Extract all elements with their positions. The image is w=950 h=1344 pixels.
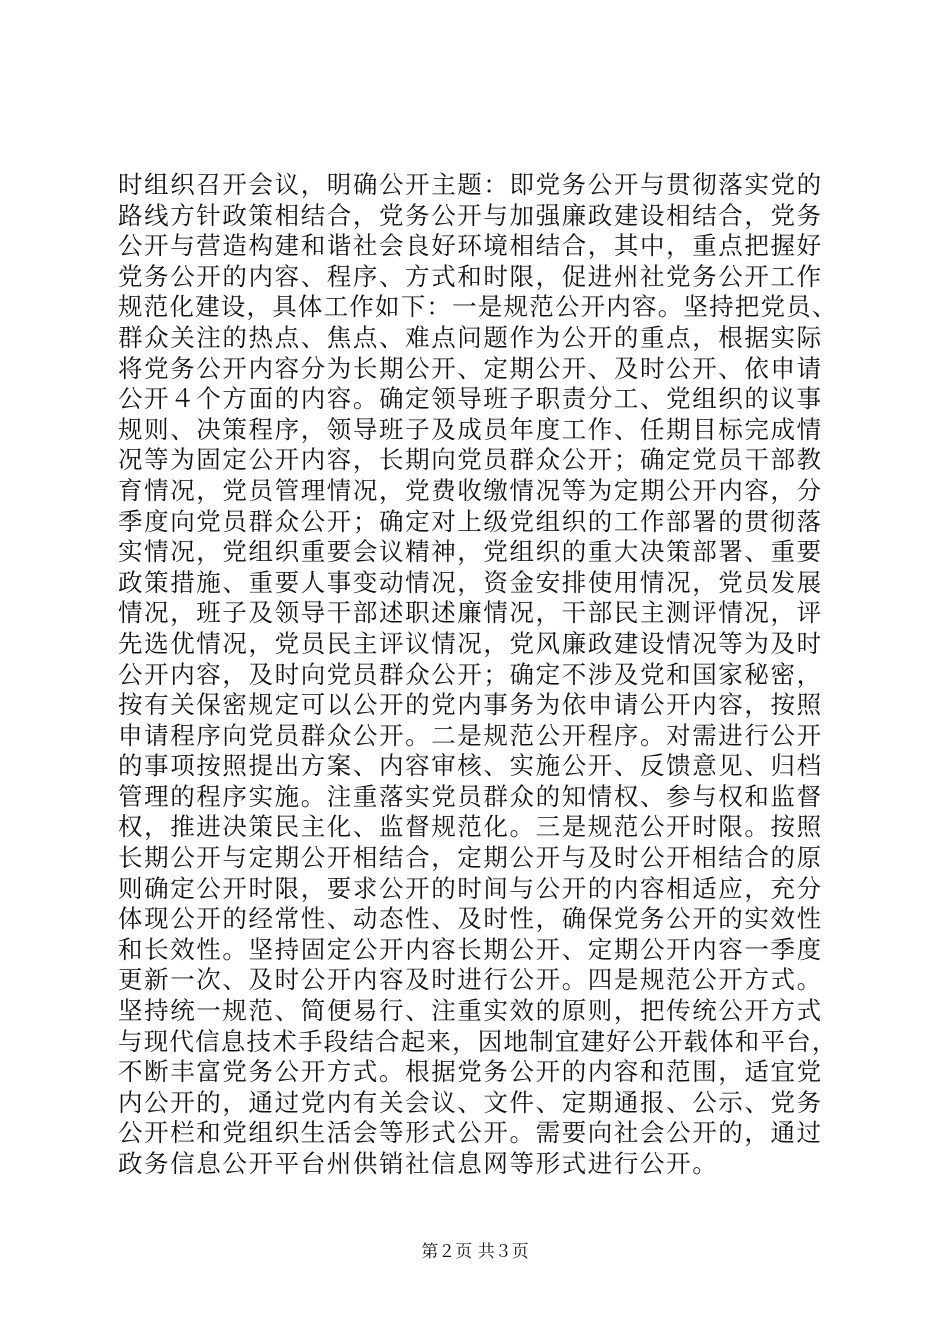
text-line: 公开内容，及时向党员群众公开；确定不涉及党和国家秘密， xyxy=(118,659,823,689)
text-line: 与现代信息技术手段结合起来，因地制宜建好公开载体和平台， xyxy=(118,1026,838,1056)
text-line: 政策措施、重要人事变动情况，资金安排使用情况，党员发展 xyxy=(118,567,823,597)
text-line: 公开４个方面的内容。确定领导班子职责分工、党组织的议事 xyxy=(118,384,823,414)
text-line: 管理的程序实施。注重落实党员群众的知情权、参与权和监督 xyxy=(118,781,823,811)
text-line: 路线方针政策相结合，党务公开与加强廉政建设相结合，党务 xyxy=(118,200,823,230)
text-line: 规范化建设，具体工作如下：一是规范公开内容。坚持把党员、 xyxy=(118,292,838,322)
text-line: 育情况，党员管理情况，党费收缴情况等为定期公开内容，分 xyxy=(118,475,823,505)
text-line: 长期公开与定期公开相结合，定期公开与及时公开相结合的原 xyxy=(118,843,823,873)
page-footer: 第２页 共３页 xyxy=(421,1242,529,1262)
text-line: 和长效性。坚持固定公开内容长期公开、定期公开内容一季度 xyxy=(118,934,823,964)
text-line: 则确定公开时限，要求公开的时间与公开的内容相适应，充分 xyxy=(118,873,823,903)
text-line: 更新一次、及时公开内容及时进行公开。四是规范公开方式。 xyxy=(118,965,823,995)
text-line: 将党务公开内容分为长期公开、定期公开、及时公开、依申请 xyxy=(118,353,823,383)
text-line: 权，推进决策民主化、监督规范化。三是规范公开时限。按照 xyxy=(118,812,823,842)
text-line: 实情况，党组织重要会议精神，党组织的重大决策部署、重要 xyxy=(118,537,823,567)
text-line: 况等为固定公开内容，长期向党员群众公开；确定党员干部教 xyxy=(118,445,823,475)
text-line: 规则、决策程序，领导班子及成员年度工作、任期目标完成情 xyxy=(118,414,823,444)
text-line: 申请程序向党员群众公开。二是规范公开程序。对需进行公开 xyxy=(118,720,823,750)
text-line: 情况，班子及领导干部述职述廉情况，干部民主测评情况，评 xyxy=(118,598,823,628)
text-line: 群众关注的热点、焦点、难点问题作为公开的重点，根据实际 xyxy=(118,322,823,352)
text-line: 公开与营造构建和谐社会良好环境相结合，其中，重点把握好 xyxy=(118,231,823,261)
text-line: 的事项按照提出方案、内容审核、实施公开、反馈意见、归档 xyxy=(118,751,823,781)
body-text xyxy=(118,170,838,1180)
text-line: 党务公开的内容、程序、方式和时限，促进州社党务公开工作 xyxy=(118,261,823,291)
text-line: 体现公开的经常性、动态性、及时性，确保党务公开的实效性 xyxy=(118,904,823,934)
text-line: 按有关保密规定可以公开的党内事务为依申请公开内容，按照 xyxy=(118,690,823,720)
text-line: 先选优情况，党员民主评议情况，党风廉政建设情况等为及时 xyxy=(118,628,823,658)
text-line: 时组织召开会议，明确公开主题：即党务公开与贯彻落实党的 xyxy=(118,170,823,199)
text-line: 坚持统一规范、简便易行、注重实效的原则，把传统公开方式 xyxy=(118,996,823,1026)
text-line: 内公开的，通过党内有关会议、文件、定期通报、公示、党务 xyxy=(118,1087,823,1117)
text-line: 不断丰富党务公开方式。根据党务公开的内容和范围，适宜党 xyxy=(118,1057,823,1087)
text-line: 季度向党员群众公开；确定对上级党组织的工作部署的贯彻落 xyxy=(118,506,823,536)
text-line: 公开栏和党组织生活会等形式公开。需要向社会公开的，通过 xyxy=(118,1118,823,1148)
text-line: 政务信息公开平台州供销社信息网等形式进行公开。 xyxy=(118,1149,719,1178)
